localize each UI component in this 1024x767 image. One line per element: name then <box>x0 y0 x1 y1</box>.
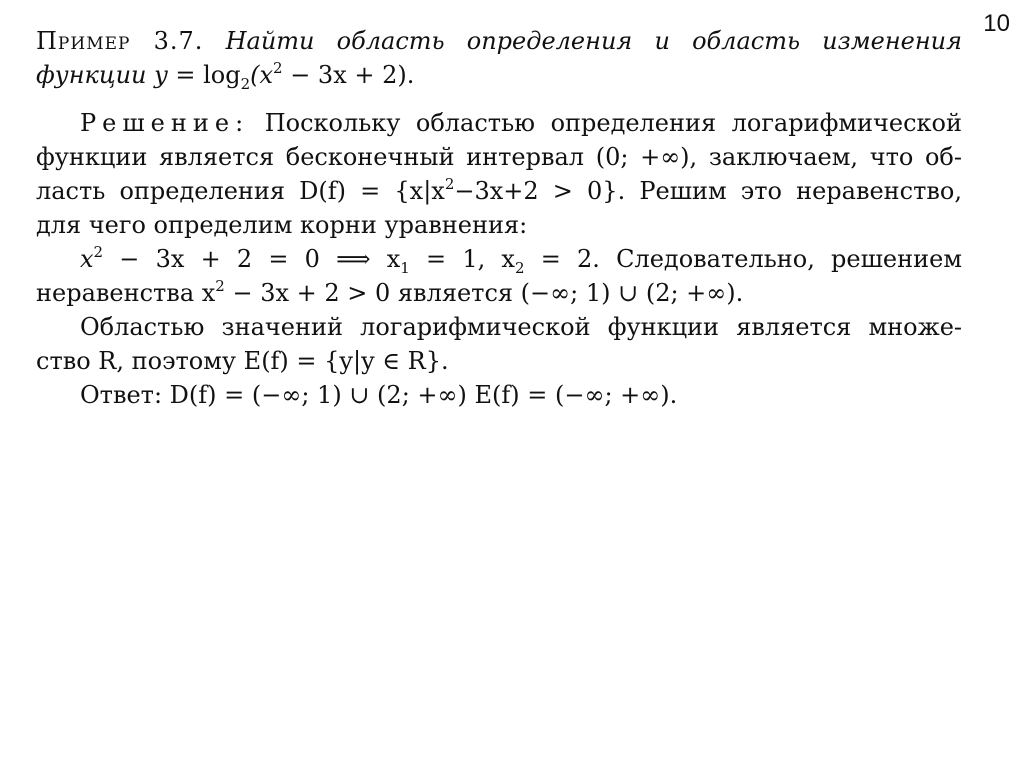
solution-line7: Областью значений логарифмической функции является множе- <box>80 313 962 341</box>
solution-line8: ство R, поэтому E(f) = {y|y ∈ R}. <box>36 347 449 375</box>
answer: Ответ: D(f) = (−∞; 1) ∪ (2; +∞) E(f) = (−∞; +∞). <box>80 381 678 409</box>
example-task-line2: функции $y = \log_2(x^2 - 3x + 2)$. <box>36 59 415 93</box>
solution-line4: для чего определим корни уравнения: <box>36 211 528 239</box>
solution-line5: $x^2 - 3x + 2 = 0$ ⟹ $x_1 = 1$, $x_2 = 2$. Следовательно, решением <box>80 243 962 277</box>
solution-line6: неравенства $x^2 - 3x + 2 > 0$ является (−∞; 1) ∪ (2; +∞). <box>36 277 744 307</box>
solution-line1: Решение: Поскольку областью определения логарифмической <box>80 109 962 137</box>
solution-line3: ласть определения $D(f) = \{x|x^2-3x+2 > 0\}$. Решим это неравенство, <box>36 175 962 205</box>
page-number: 10 <box>983 10 1010 37</box>
slide-content <box>36 24 962 412</box>
solution-label: Решение: <box>80 109 250 137</box>
example-statement <box>36 24 962 58</box>
solution-line2: функции является бесконечный интервал (0; +∞), заключаем, что об- <box>36 143 962 171</box>
example-label: Пример 3.7. <box>36 27 204 55</box>
example-task-line1: Найти область определения и область изменения <box>225 27 962 55</box>
